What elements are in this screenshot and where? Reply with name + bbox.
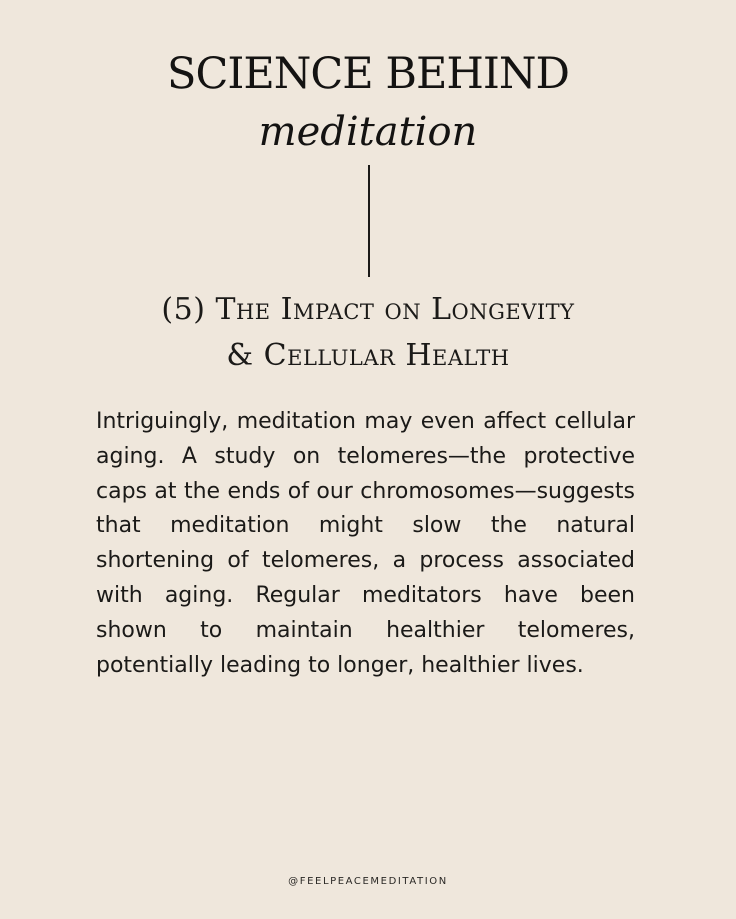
page-subtitle: meditation	[258, 109, 478, 155]
section-heading-line-1: (5) The Impact on Longevity	[161, 292, 575, 327]
section-heading-line-2: & Cellular Health	[226, 338, 510, 373]
vertical-divider	[368, 165, 370, 277]
footer-handle: @FEELPEACEMEDITATION	[288, 876, 448, 887]
section-heading	[0, 287, 736, 379]
page-title: SCIENCE BEHIND	[167, 49, 569, 99]
body-paragraph: Intriguingly, meditation may even affect cellular aging. A study on telomeres—the protective caps at the ends of our chromosomes—suggests that meditation might slow the natural shortening of telomeres, a process associated with aging. Regular meditators have been shown to maintain healthier telomeres, potentially leading to longer, healthier lives.	[96, 409, 635, 678]
